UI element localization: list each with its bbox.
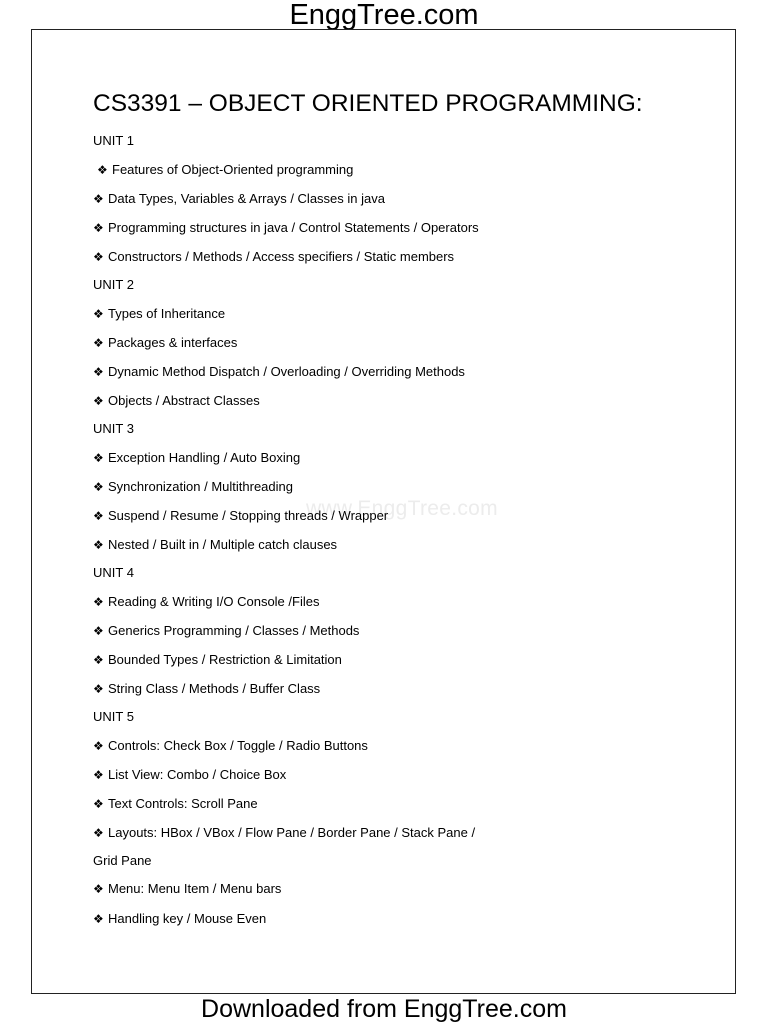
bullet-icon: ❖ [93,307,104,321]
bullet-icon: ❖ [93,797,104,811]
bullet-icon: ❖ [93,739,104,753]
unit-2-item-3: ❖ Dynamic Method Dispatch / Overloading / Overriding Methods [93,364,465,379]
bullet-icon: ❖ [93,595,104,609]
bullet-icon: ❖ [93,192,104,206]
bullet-icon: ❖ [93,336,104,350]
document-title: CS3391 – OBJECT ORIENTED PROGRAMMING: [93,90,643,117]
unit-2-item-2: ❖ Packages & interfaces [93,335,238,350]
unit-5-heading: UNIT 5 [93,709,134,724]
watermark: www.EnggTree.com [306,497,498,520]
bullet-icon: ❖ [93,682,104,696]
unit-5-item-4-continued: Grid Pane [93,853,152,868]
unit-4-heading: UNIT 4 [93,565,134,580]
bullet-icon: ❖ [93,826,104,840]
bullet-icon: ❖ [93,451,104,465]
unit-1-item-3: ❖ Programming structures in java / Control Statements / Operators [93,220,479,235]
bullet-icon: ❖ [93,250,104,264]
unit-3-item-4: ❖ Nested / Built in / Multiple catch clauses [93,537,338,552]
unit-1-item-2: ❖ Data Types, Variables & Arrays / Classes in java [93,191,385,206]
unit-3-item-1: ❖ Exception Handling / Auto Boxing [93,450,301,465]
unit-2-item-1: ❖ Types of Inheritance [93,306,226,321]
unit-5-item-6: ❖ Handling key / Mouse Even [93,911,267,926]
bullet-icon: ❖ [93,480,104,494]
unit-1-item-1: ❖ Features of Object-Oriented programming [97,162,354,177]
unit-3-item-2: ❖ Synchronization / Multithreading [93,479,293,494]
unit-5-item-1: ❖ Controls: Check Box / Toggle / Radio Buttons [93,738,368,753]
unit-3-heading: UNIT 3 [93,421,134,436]
unit-3-item-3: ❖ Suspend / Resume / Stopping threads / Wrapper [93,508,389,523]
unit-1-heading: UNIT 1 [93,133,134,148]
bullet-icon: ❖ [93,624,104,638]
unit-2-item-4: ❖ Objects / Abstract Classes [93,393,260,408]
site-header: EnggTree.com [289,0,479,31]
bullet-icon: ❖ [93,912,104,926]
bullet-icon: ❖ [93,653,104,667]
bullet-icon: ❖ [93,768,104,782]
unit-5-item-3: ❖ Text Controls: Scroll Pane [93,796,258,811]
unit-2-heading: UNIT 2 [93,277,134,292]
bullet-icon: ❖ [93,882,104,896]
bullet-icon: ❖ [93,538,104,552]
unit-4-item-2: ❖ Generics Programming / Classes / Methods [93,623,360,638]
bullet-icon: ❖ [93,394,104,408]
bullet-icon: ❖ [93,509,104,523]
bullet-icon: ❖ [93,365,104,379]
unit-5-item-2: ❖ List View: Combo / Choice Box [93,767,287,782]
unit-4-item-3: ❖ Bounded Types / Restriction & Limitation [93,652,342,667]
site-footer: Downloaded from EnggTree.com [201,995,567,1023]
bullet-icon: ❖ [93,221,104,235]
unit-4-item-1: ❖ Reading & Writing I/O Console /Files [93,594,320,609]
unit-5-item-5: ❖ Menu: Menu Item / Menu bars [93,881,282,896]
unit-1-item-4: ❖ Constructors / Methods / Access specifiers / Static members [93,249,455,264]
unit-4-item-4: ❖ String Class / Methods / Buffer Class [93,681,321,696]
bullet-icon: ❖ [97,163,108,177]
unit-5-item-4: ❖ Layouts: HBox / VBox / Flow Pane / Border Pane / Stack Pane / [93,825,476,840]
